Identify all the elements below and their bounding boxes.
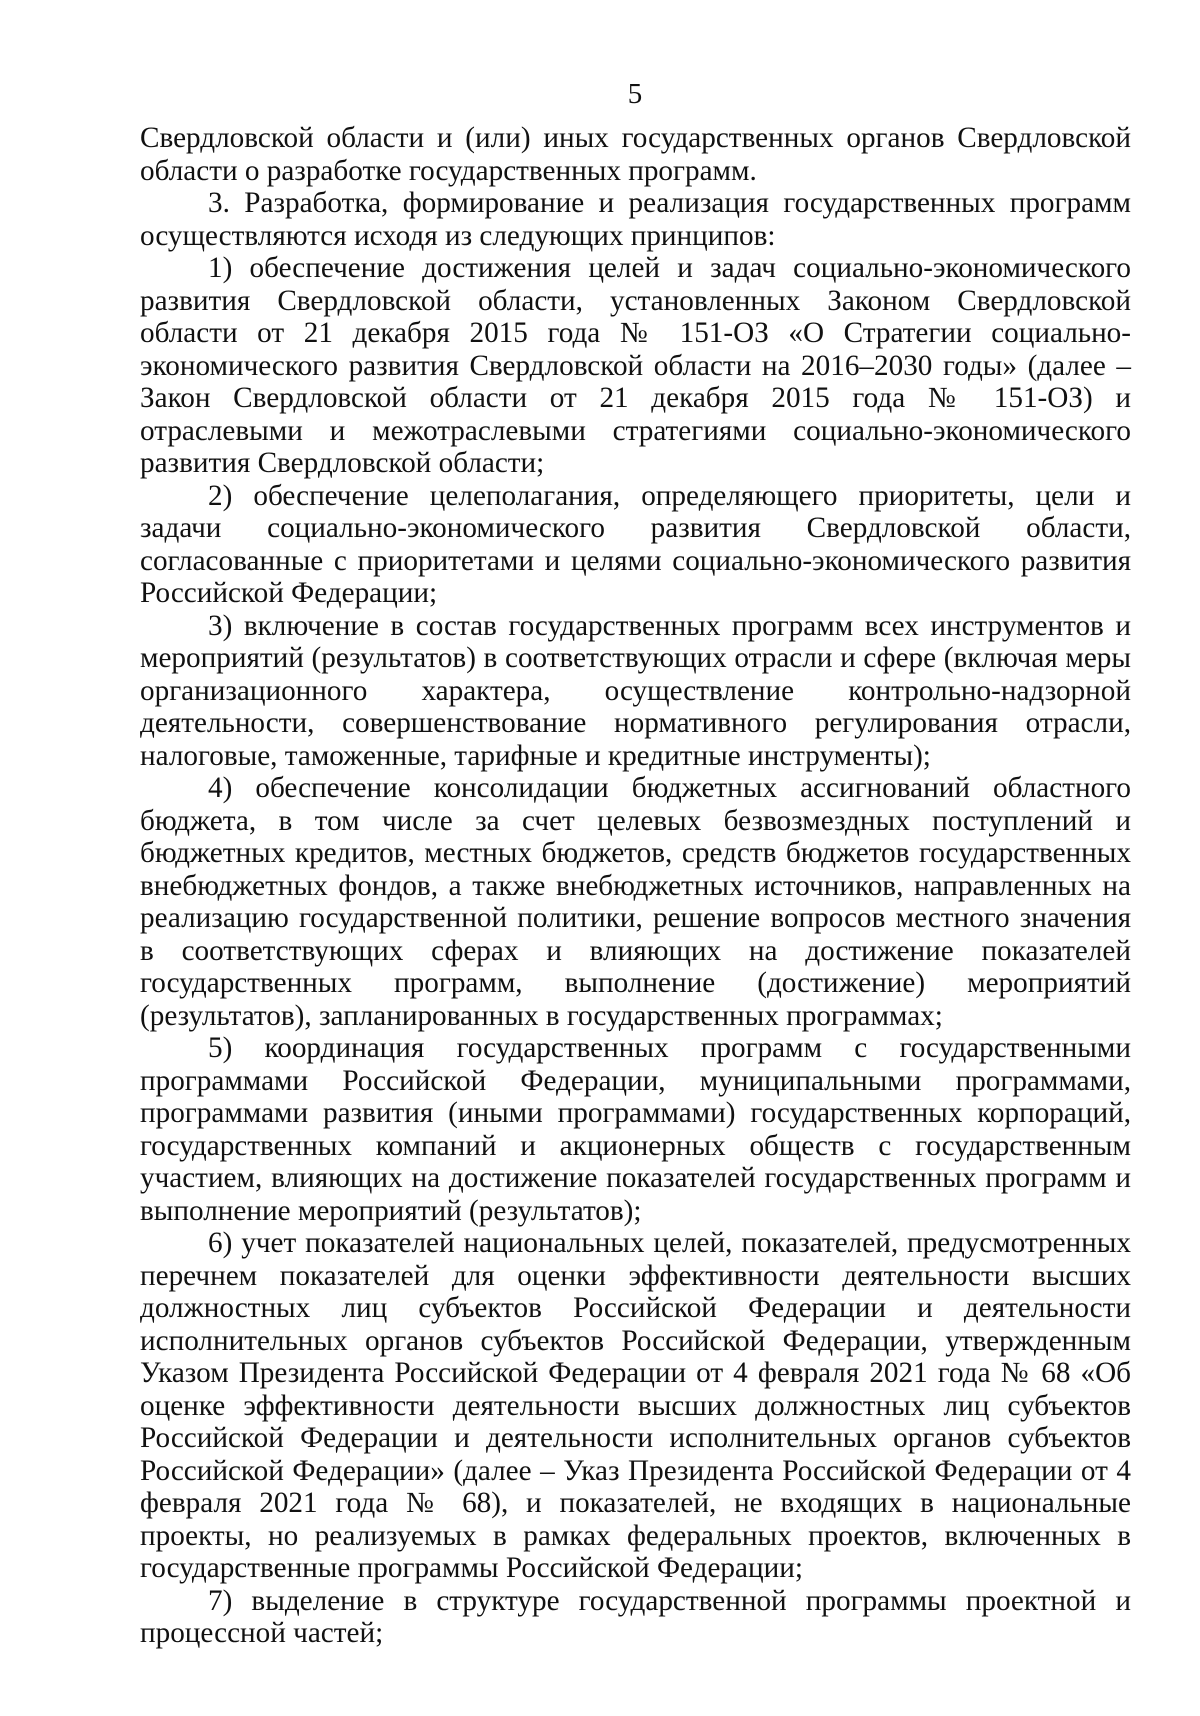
paragraph-continuation: Свердловской области и (или) иных государственных органов Свердловской области о разработке государственных программ. xyxy=(140,122,1131,187)
paragraph-item-4: 4) обеспечение консолидации бюджетных ассигнований областного бюджета, в том числе за счет целевых безвозмездных поступлений и бюджетных кредитов, местных бюджетов, средств бюджетов государственных внебюджетных фондов, а также внебюджетных источников, направленных на реализацию государственной политики, решение вопросов местного значения в соответствующих сферах и влияющих на достижение показателей государственных программ, выполнение (достижение) мероприятий (результатов), запланированных в государственных программах; xyxy=(140,772,1131,1032)
paragraph-item-5: 5) координация государственных программ с государственными программами Российской Федерации, муниципальными программами, программами развития (иными программами) государственных корпораций, государственных компаний и акционерных обществ с государственным участием, влияющих на достижение показателей государственных программ и выполнение мероприятий (результатов); xyxy=(140,1032,1131,1227)
paragraph-clause-3: 3. Разработка, формирование и реализация государственных программ осуществляются исходя из следующих принципов: xyxy=(140,187,1131,252)
paragraph-item-1: 1) обеспечение достижения целей и задач социально-экономического развития Свердловской области, установленных Законом Свердловской области от 21 декабря 2015 года № 151-ОЗ «О Стратегии социально-экономического развития Свердловской области на 2016–2030 годы» (далее – Закон Свердловской области от 21 декабря 2015 года № 151-ОЗ) и отраслевыми и межотраслевыми стратегиями социально-экономического развития Свердловской области; xyxy=(140,252,1131,479)
paragraph-item-7: 7) выделение в структуре государственной программы проектной и процессной частей; xyxy=(140,1584,1131,1649)
page-number: 5 xyxy=(627,78,643,110)
paragraph-item-3: 3) включение в состав государственных программ всех инструментов и мероприятий (результатов) в соответствующих отрасли и сфере (включая меры организационного характера, осуществление контрольно-надзорной деятельности, совершенствование нормативного регулирования отрасли, налоговые, таможенные, тарифные и кредитные инструменты); xyxy=(140,609,1131,772)
paragraph-item-6: 6) учет показателей национальных целей, показателей, предусмотренных перечнем показателей для оценки эффективности деятельности высших должностных лиц субъектов Российской Федерации и деятельности исполнительных органов субъектов Российской Федерации, утвержденным Указом Президента Российской Федерации от 4 февраля 2021 года № 68 «Об оценке эффективности деятельности высших должностных лиц субъектов Российской Федерации и деятельности исполнительных органов субъектов Российской Федерации» (далее – Указ Президента Российской Федерации от 4 февраля 2021 года № 68), и показателей, не входящих в национальные проекты, но реализуемых в рамках федеральных проектов, включенных в государственные программы Российской Федерации; xyxy=(140,1227,1131,1584)
paragraph-item-2: 2) обеспечение целеполагания, определяющего приоритеты, цели и задачи социально-экономического развития Свердловской области, согласованные с приоритетами и целями социально-экономического развития Российской Федерации; xyxy=(140,479,1131,609)
document-body xyxy=(140,122,1131,1650)
